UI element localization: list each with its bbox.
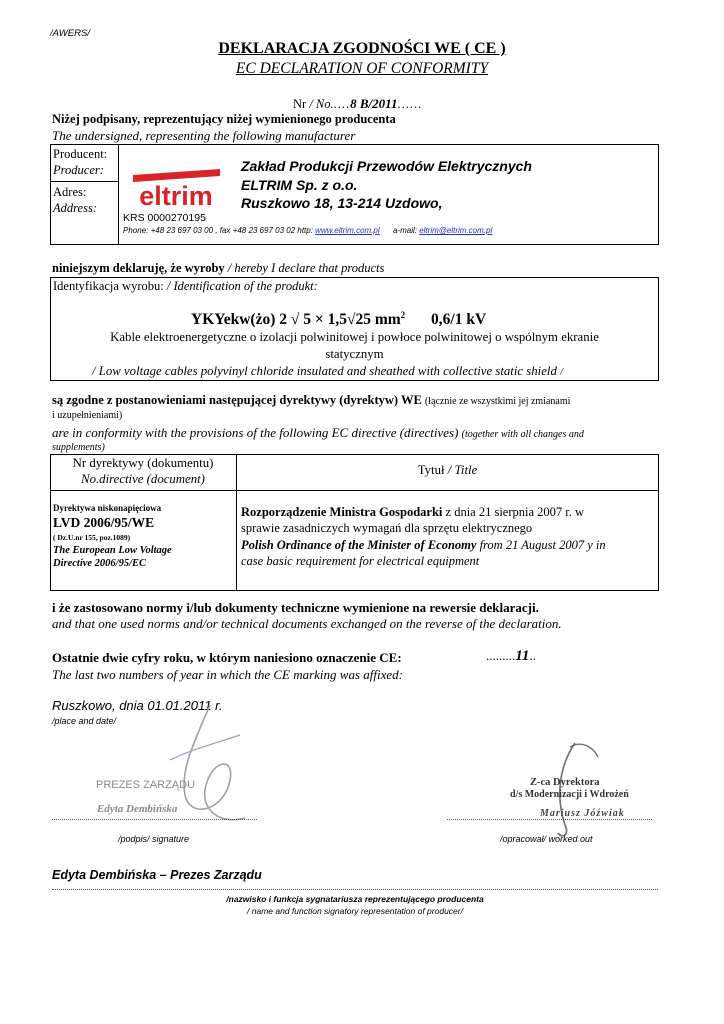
right-stamp-title: Z-ca Dyrektora xyxy=(530,777,600,788)
document-title-en: EC DECLARATION OF CONFORMITY xyxy=(235,60,489,77)
directive-title-en-2: case basic requirement for electrical equipment xyxy=(241,554,480,568)
conformity-en-small-2: supplements) xyxy=(52,442,105,453)
directive-title-en-rest: from 21 August 2007 y in xyxy=(476,538,606,552)
producer-box-divider xyxy=(118,144,119,245)
company-line-2: ELTRIM Sp. z o.o. xyxy=(241,177,358,193)
signatory-name: Edyta Dembińska – Prezes Zarządu xyxy=(52,868,262,882)
directive-table-header-divider xyxy=(50,490,659,491)
declare-pl: niniejszym deklaruję, że wyroby xyxy=(52,261,225,275)
product-voltage: 0,6/1 kV xyxy=(431,311,487,329)
product-desc-pl-1: Kable elektroenergetyczne o izolacji polwinitowej i powłoce polwinitowej o wspólnym ekranie xyxy=(110,330,599,344)
directive-ref: ( Dz.U.nr 155, poz.1089) xyxy=(53,533,131,542)
signatory-line xyxy=(52,889,658,890)
directive-title-pl-bold: Rozporządzenie Ministra Gospodarki xyxy=(241,505,443,519)
conformity-pl-small: (łącznie ze wszystkimi jej zmianami xyxy=(424,396,571,407)
producer-label: Producer: xyxy=(53,163,104,177)
adres-label: Adres: xyxy=(53,185,87,199)
address-label: Address: xyxy=(53,201,97,215)
directive-title-en-bold: Polish Ordinance of the Minister of Economy xyxy=(241,538,477,552)
place-date: Ruszkowo, dnia 01.01.2011 r. xyxy=(52,698,223,713)
directive-col2-header xyxy=(236,463,659,478)
left-signature-label: /podpis/ signature xyxy=(118,834,190,844)
contact-phone: Phone: +48 23 697 03 00 , fax +48 23 697 03 02 http: xyxy=(123,226,313,235)
directive-small-pl: Dyrektywa niskonapięciowa xyxy=(53,503,162,513)
ce-year-value: 11 xyxy=(515,648,530,664)
number-value: 8 B/2011 xyxy=(350,96,398,111)
eltrim-logo xyxy=(131,167,222,211)
conformity-en-text: are in conformity with the provisions of the following EC directive (directives) xyxy=(52,425,459,440)
conformity-pl xyxy=(52,393,570,408)
directive-title-pl-1 xyxy=(241,505,584,520)
directive-col2-header-pl: Tytuł xyxy=(417,463,445,477)
declaration-number: Nr / No.....8 B/2011...... xyxy=(293,96,423,111)
website-link[interactable]: www.eltrim.com.pl xyxy=(315,226,380,235)
identification-line xyxy=(53,279,318,294)
norms-pl: i że zastosowano normy i/lub dokumenty techniczne wymienione na rewersie deklaracji. xyxy=(52,600,539,615)
side-label: /AWERS/ xyxy=(50,28,90,39)
product-desc-en xyxy=(92,364,563,379)
declare-en: / hereby I declare that products xyxy=(227,261,385,275)
signatory-label-en: / name and function signatory representation of producer/ xyxy=(247,906,463,916)
directive-en-2: Directive 2006/95/EC xyxy=(53,558,147,569)
producer-row-divider xyxy=(50,181,118,182)
right-stamp-name: Mariusz Jóźwiak xyxy=(540,808,625,819)
ce-year-pl: Ostatnie dwie cyfry roku, w którym naniesiono oznaczenie CE: xyxy=(52,650,402,665)
left-signature-line xyxy=(52,819,257,820)
product-name xyxy=(191,310,486,329)
directive-col1-header-pl: Nr dyrektywy (dokumentu) xyxy=(72,456,214,470)
left-stamp-title: PREZES ZARZĄDU xyxy=(96,779,196,791)
right-stamp-dept: d/s Modernizacji i Wdrożeń xyxy=(510,789,629,800)
directive-en-1: The European Low Voltage xyxy=(53,545,172,556)
conformity-en xyxy=(52,425,584,441)
conformity-pl-small-2: i uzupełnieniami) xyxy=(52,410,123,421)
producent-label: Producent: xyxy=(53,147,108,161)
product-desc-pl-2: statycznym xyxy=(325,347,384,361)
intro-pl: Niżej podpisany, reprezentujący niżej wymienionego producenta xyxy=(52,112,396,126)
place-date-label: /place and date/ xyxy=(52,716,117,726)
email-link[interactable]: eltrim@eltrim.com.pl xyxy=(419,226,493,235)
right-signature-line xyxy=(447,819,652,820)
product-desc-en-end: / xyxy=(560,367,563,378)
product-designation: YKYekw(żo) 2 √ 5 × 1,5√25 mm xyxy=(191,311,401,329)
directive-title-pl-2: sprawie zasadniczych wymagań dla sprzętu elektrycznego xyxy=(241,521,533,535)
krs-number: KRS 0000270195 xyxy=(123,212,206,224)
document-title-pl: DEKLARACJA ZGODNOŚCI WE ( CE ) xyxy=(218,40,506,57)
right-signature-label: /opracował/ worked out xyxy=(500,834,593,844)
directive-col2-header-en: / Title xyxy=(447,463,478,477)
ce-year-en: The last two numbers of year in which the CE marking was affixed: xyxy=(52,667,403,682)
ce-year-field: .........11.. xyxy=(486,648,536,664)
declare-line xyxy=(52,261,384,276)
company-line-1: Zakład Produkcji Przewodów Elektrycznych xyxy=(241,158,532,174)
number-prefix-en: / No. xyxy=(309,97,334,111)
product-desc-en-text: / Low voltage cables polyvinyl chloride insulated and sheathed with collective static shield xyxy=(92,364,557,378)
logo-wordmark: eltrim xyxy=(139,181,213,211)
number-prefix-pl: Nr xyxy=(293,97,307,111)
left-stamp-name: Edyta Dembińska xyxy=(97,803,178,815)
product-superscript: 2 xyxy=(400,310,406,320)
identification-en: / Identification of the produkt: xyxy=(166,279,318,293)
directive-col1-header-en: No.directive (document) xyxy=(81,472,205,486)
directive-lvd: LVD 2006/95/WE xyxy=(53,515,155,530)
email-label: a-mail: xyxy=(392,226,417,235)
intro-en: The undersigned, representing the following manufacturer xyxy=(52,128,356,143)
norms-en: and that one used norms and/or technical documents exchanged on the reverse of the declaration. xyxy=(52,616,562,631)
contact-line xyxy=(123,226,492,235)
directive-title-en-1 xyxy=(241,538,606,553)
company-line-3: Ruszkowo 18, 13-214 Uzdowo, xyxy=(241,195,443,211)
identification-pl: Identyfikacja wyrobu: xyxy=(53,279,164,293)
directive-title-pl-rest: z dnia 21 sierpnia 2007 r. w xyxy=(442,505,585,519)
conformity-en-small: (together with all changes and xyxy=(461,429,584,440)
signatory-label-pl: /nazwisko i funkcja sygnatariusza reprezentującego producenta xyxy=(226,894,484,904)
conformity-pl-bold: są zgodne z postanowieniami następującej dyrektywy (dyrektyw) WE xyxy=(52,393,422,407)
